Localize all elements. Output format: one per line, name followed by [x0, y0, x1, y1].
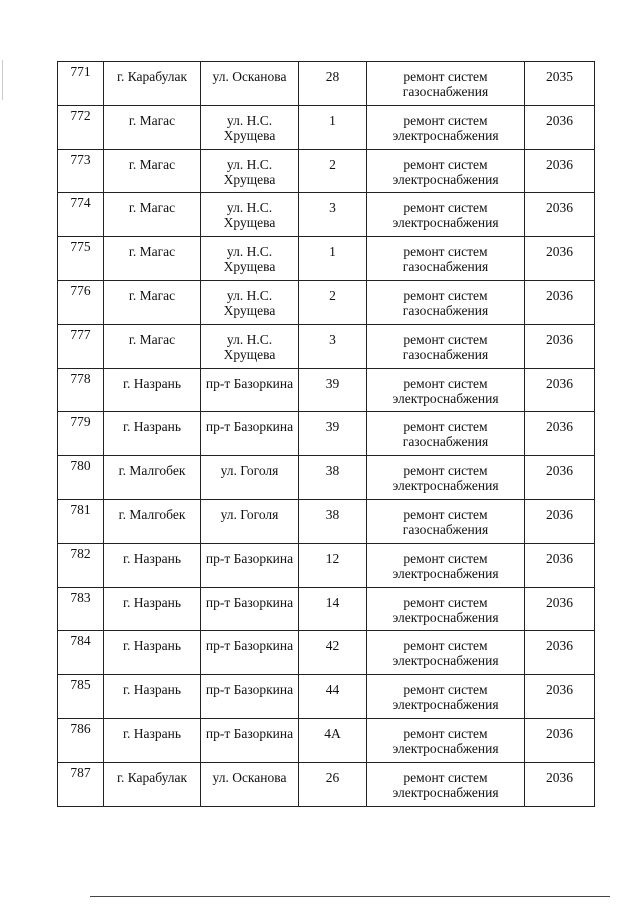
cell-year	[525, 675, 595, 719]
cell-street-text: ул. Н.С. Хрущева	[223, 156, 276, 187]
cell-city	[104, 587, 201, 631]
cell-street	[201, 368, 299, 412]
cell-number	[58, 62, 104, 106]
cell-work-text: ремонт систем газоснабжения	[402, 331, 489, 362]
cell-year	[525, 324, 595, 368]
cell-house	[299, 237, 367, 281]
cell-work-text: ремонт систем газоснабжения	[402, 244, 489, 275]
cell-year	[525, 499, 595, 543]
cell-number	[58, 543, 104, 587]
cell-number	[58, 105, 104, 149]
cell-city-text: г. Магас	[128, 331, 176, 347]
cell-house	[299, 280, 367, 324]
cell-house-text: 4А	[324, 725, 341, 741]
cell-year	[525, 762, 595, 806]
cell-house	[299, 718, 367, 762]
cell-work-text: ремонт систем электроснабжения	[392, 769, 499, 800]
table-row	[58, 412, 595, 456]
cell-street-text: ул. Н.С. Хрущева	[223, 331, 276, 362]
cell-year	[525, 631, 595, 675]
cell-street	[201, 762, 299, 806]
cell-street-text: пр-т Базоркина	[205, 725, 294, 741]
cell-work	[367, 149, 525, 193]
cell-house-text: 42	[325, 638, 340, 654]
cell-street-text: ул. Н.С. Хрущева	[223, 112, 276, 143]
cell-work-text: ремонт систем газоснабжения	[402, 506, 489, 537]
cell-street	[201, 105, 299, 149]
cell-year-text: 2036	[546, 463, 573, 479]
cell-house-text: 44	[325, 682, 340, 698]
cell-street	[201, 718, 299, 762]
cell-work	[367, 62, 525, 106]
cell-house	[299, 675, 367, 719]
cell-work-text: ремонт систем электроснабжения	[392, 463, 499, 494]
cell-house-text: 14	[325, 594, 340, 610]
cell-year-text: 2035	[546, 69, 573, 84]
cell-city-text: г. Назрань	[123, 550, 181, 566]
cell-street	[201, 412, 299, 456]
cell-work-text: ремонт систем электроснабжения	[392, 638, 499, 669]
cell-year-text: 2036	[546, 331, 573, 347]
cell-street-text: пр-т Базоркина	[205, 682, 294, 698]
cell-number	[58, 193, 104, 237]
cell-work	[367, 762, 525, 806]
cell-city-text: г. Магас	[128, 287, 176, 303]
cell-number	[58, 499, 104, 543]
cell-city-text: г. Назрань	[123, 375, 181, 391]
cell-work-text: ремонт систем электроснабжения	[392, 725, 499, 756]
cell-house	[299, 324, 367, 368]
cell-house-text: 3	[329, 200, 336, 216]
cell-city-text: г. Назрань	[123, 594, 181, 610]
cell-house	[299, 193, 367, 237]
table-row	[58, 105, 595, 149]
cell-house-text: 2	[329, 156, 336, 172]
cell-house-text: 38	[325, 506, 340, 522]
cell-street	[201, 280, 299, 324]
cell-work-text: ремонт систем газоснабжения	[402, 287, 489, 318]
table-body	[58, 62, 595, 807]
cell-year-text: 2036	[546, 725, 573, 741]
cell-number	[58, 368, 104, 412]
cell-year	[525, 280, 595, 324]
bottom-rule	[90, 896, 610, 897]
cell-city	[104, 324, 201, 368]
cell-house-text: 26	[325, 769, 340, 785]
cell-house-text: 28	[325, 69, 340, 84]
cell-city	[104, 280, 201, 324]
cell-city-text: г. Магас	[128, 112, 176, 128]
cell-work-text: ремонт систем электроснабжения	[392, 156, 499, 187]
cell-city-text: г. Малгобек	[118, 463, 186, 479]
cell-street	[201, 456, 299, 500]
cell-house	[299, 543, 367, 587]
cell-number-text: 774	[70, 195, 91, 211]
cell-street	[201, 324, 299, 368]
cell-street	[201, 62, 299, 106]
cell-number	[58, 675, 104, 719]
cell-year	[525, 718, 595, 762]
cell-house	[299, 412, 367, 456]
cell-year-text: 2036	[546, 200, 573, 216]
cell-work	[367, 324, 525, 368]
cell-work	[367, 237, 525, 281]
table-row	[58, 718, 595, 762]
cell-number-text: 783	[70, 589, 91, 605]
cell-work-text: ремонт систем электроснабжения	[392, 682, 499, 713]
table-row	[58, 499, 595, 543]
cell-number	[58, 587, 104, 631]
cell-street-text: ул. Н.С. Хрущева	[223, 287, 276, 318]
cell-year	[525, 62, 595, 106]
cell-number-text: 784	[70, 633, 91, 649]
cell-city-text: г. Карабулак	[116, 69, 188, 84]
cell-year-text: 2036	[546, 287, 573, 303]
cell-number-text: 785	[70, 677, 91, 693]
cell-year-text: 2036	[546, 682, 573, 698]
table-row	[58, 237, 595, 281]
cell-city	[104, 543, 201, 587]
cell-year-text: 2036	[546, 638, 573, 654]
cell-city	[104, 499, 201, 543]
cell-year	[525, 368, 595, 412]
cell-street	[201, 587, 299, 631]
cell-year-text: 2036	[546, 419, 573, 435]
cell-house-text: 2	[329, 287, 336, 303]
cell-house-text: 39	[325, 375, 340, 391]
cell-street	[201, 499, 299, 543]
cell-work-text: ремонт систем электроснабжения	[392, 375, 499, 406]
cell-house-text: 1	[329, 244, 336, 260]
cell-street	[201, 237, 299, 281]
cell-number-text: 779	[70, 414, 91, 430]
cell-city-text: г. Магас	[128, 200, 176, 216]
cell-street	[201, 675, 299, 719]
cell-work-text: ремонт систем газоснабжения	[402, 69, 489, 99]
cell-street-text: ул. Гоголя	[220, 463, 279, 479]
cell-city	[104, 237, 201, 281]
cell-street-text: ул. Осканова	[212, 69, 287, 84]
cell-work	[367, 587, 525, 631]
cell-street	[201, 193, 299, 237]
table-row	[58, 368, 595, 412]
cell-house-text: 1	[329, 112, 336, 128]
table-row	[58, 324, 595, 368]
cell-number	[58, 631, 104, 675]
cell-house-text: 12	[325, 550, 340, 566]
cell-city	[104, 718, 201, 762]
cell-house	[299, 149, 367, 193]
cell-number-text: 786	[70, 720, 91, 736]
cell-number-text: 781	[70, 501, 91, 517]
cell-house-text: 39	[325, 419, 340, 435]
cell-work	[367, 718, 525, 762]
cell-city	[104, 762, 201, 806]
cell-street-text: ул. Осканова	[212, 769, 287, 785]
cell-city	[104, 149, 201, 193]
cell-city	[104, 62, 201, 106]
cell-year-text: 2036	[546, 156, 573, 172]
cell-street	[201, 631, 299, 675]
cell-house	[299, 762, 367, 806]
cell-house	[299, 62, 367, 106]
cell-street-text: пр-т Базоркина	[205, 550, 294, 566]
cell-year	[525, 587, 595, 631]
cell-year	[525, 105, 595, 149]
cell-work	[367, 631, 525, 675]
cell-year-text: 2036	[546, 112, 573, 128]
cell-work-text: ремонт систем газоснабжения	[402, 419, 489, 450]
table-row	[58, 587, 595, 631]
cell-year	[525, 543, 595, 587]
cell-house	[299, 587, 367, 631]
cell-work-text: ремонт систем электроснабжения	[392, 594, 499, 625]
cell-house	[299, 456, 367, 500]
table-row	[58, 762, 595, 806]
cell-work	[367, 412, 525, 456]
cell-year-text: 2036	[546, 769, 573, 785]
cell-house-text: 38	[325, 463, 340, 479]
cell-city-text: г. Назрань	[123, 725, 181, 741]
table-row	[58, 543, 595, 587]
cell-house	[299, 105, 367, 149]
cell-city-text: г. Магас	[128, 244, 176, 260]
cell-year-text: 2036	[546, 244, 573, 260]
cell-work	[367, 105, 525, 149]
cell-year-text: 2036	[546, 594, 573, 610]
cell-number-text: 778	[70, 370, 91, 386]
cell-city-text: г. Малгобек	[118, 506, 186, 522]
cell-city	[104, 193, 201, 237]
cell-city	[104, 675, 201, 719]
cell-city-text: г. Назрань	[123, 419, 181, 435]
cell-number	[58, 456, 104, 500]
cell-number-text: 780	[70, 458, 91, 474]
cell-work	[367, 368, 525, 412]
cell-year-text: 2036	[546, 550, 573, 566]
cell-number-text: 773	[70, 151, 91, 167]
cell-number-text: 772	[70, 107, 91, 123]
cell-city	[104, 105, 201, 149]
cell-city	[104, 456, 201, 500]
cell-street-text: пр-т Базоркина	[205, 375, 294, 391]
cell-city-text: г. Назрань	[123, 682, 181, 698]
cell-house	[299, 368, 367, 412]
cell-work-text: ремонт систем электроснабжения	[392, 200, 499, 231]
table-row	[58, 193, 595, 237]
cell-street	[201, 149, 299, 193]
cell-work	[367, 543, 525, 587]
cell-number	[58, 324, 104, 368]
table-row	[58, 456, 595, 500]
cell-year	[525, 412, 595, 456]
cell-street-text: ул. Гоголя	[220, 506, 279, 522]
cell-city-text: г. Карабулак	[116, 769, 188, 785]
cell-number-text: 775	[70, 239, 91, 255]
cell-year	[525, 193, 595, 237]
cell-number-text: 782	[70, 545, 91, 561]
cell-house	[299, 499, 367, 543]
cell-street-text: ул. Н.С. Хрущева	[223, 244, 276, 275]
cell-number	[58, 412, 104, 456]
cell-work-text: ремонт систем электроснабжения	[392, 550, 499, 581]
cell-year	[525, 149, 595, 193]
cell-work	[367, 193, 525, 237]
cell-year-text: 2036	[546, 375, 573, 391]
cell-street-text: пр-т Базоркина	[205, 594, 294, 610]
table-row	[58, 631, 595, 675]
cell-number	[58, 149, 104, 193]
cell-street-text: пр-т Базоркина	[205, 419, 294, 435]
cell-number-text: 776	[70, 282, 91, 298]
cell-work	[367, 675, 525, 719]
cell-house	[299, 631, 367, 675]
cell-work-text: ремонт систем электроснабжения	[392, 112, 499, 143]
table-row	[58, 675, 595, 719]
table-row	[58, 280, 595, 324]
cell-work	[367, 499, 525, 543]
cell-house-text: 3	[329, 331, 336, 347]
cell-work	[367, 280, 525, 324]
cell-city	[104, 631, 201, 675]
cell-number-text: 777	[70, 326, 91, 342]
cell-year	[525, 237, 595, 281]
cell-number-text: 771	[70, 64, 91, 79]
cell-work	[367, 456, 525, 500]
cell-number	[58, 762, 104, 806]
cell-city	[104, 412, 201, 456]
cell-city	[104, 368, 201, 412]
cell-street	[201, 543, 299, 587]
cell-street-text: пр-т Базоркина	[205, 638, 294, 654]
table-row	[58, 149, 595, 193]
cell-year	[525, 456, 595, 500]
cell-year-text: 2036	[546, 506, 573, 522]
cell-street-text: ул. Н.С. Хрущева	[223, 200, 276, 231]
cell-number	[58, 280, 104, 324]
scan-edge-mark	[2, 60, 3, 100]
cell-number	[58, 237, 104, 281]
cell-city-text: г. Назрань	[123, 638, 181, 654]
cell-number	[58, 718, 104, 762]
table-row	[58, 62, 595, 106]
cell-city-text: г. Магас	[128, 156, 176, 172]
works-table	[57, 61, 595, 807]
cell-number-text: 787	[70, 764, 91, 780]
